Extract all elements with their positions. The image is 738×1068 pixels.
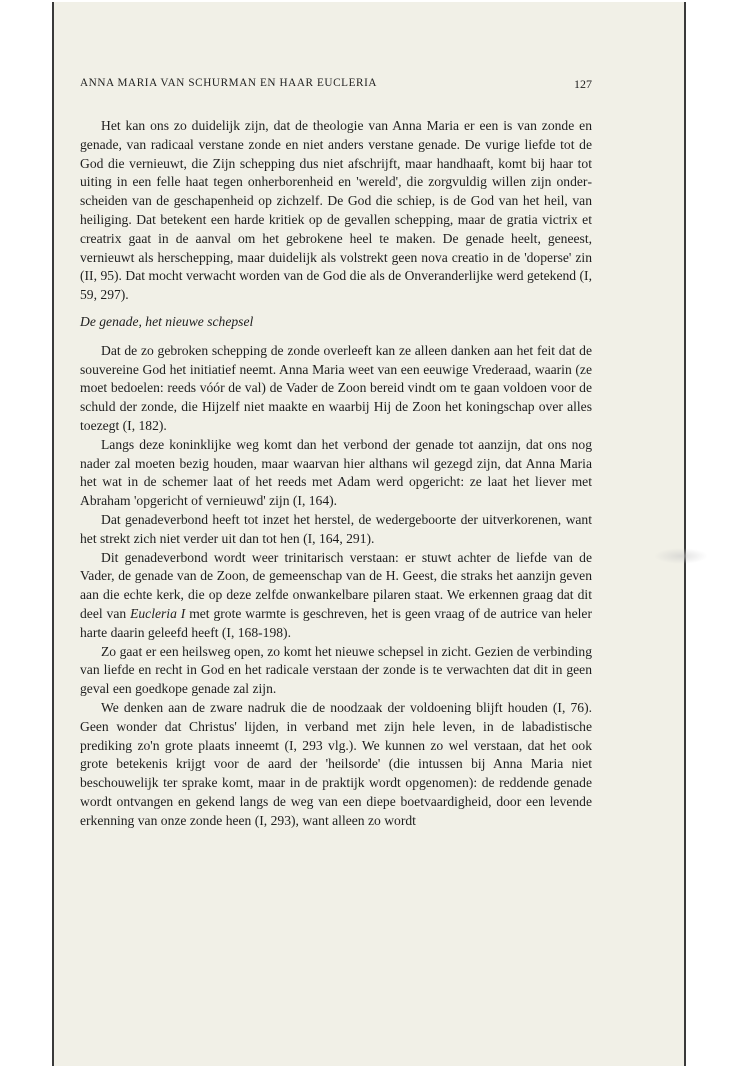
- paragraph-vrederaad: Dat de zo gebroken schepping de zonde overleeft kan ze alleen danken aan het feit dat de souvereine God het initiatief neemt. Anna Maria weet van een eeuwige Vrederaad, waarin (ze moet bedoelen: reeds vóór de val) de Vader de Zoon bereid vindt om te gaan voldoen voor de schuld der zonde, die Hijzelf niet maakte en waarbij Hij de Zoon het koningschap over alles toezegt (I, 182).: [80, 342, 592, 433]
- page-header: [80, 77, 592, 97]
- paragraph-inzet: Dat genadeverbond heeft tot inzet het herstel, de wedergeboorte der uitverkorenen, want het strekt zich niet verder uit dan tot hen (I, 164, 291).: [80, 511, 592, 546]
- paragraph-heilsweg: Zo gaat er een heilsweg open, zo komt het nieuwe schepsel in zicht. Gezien de verbinding van liefde en recht in God en het radicale verstaan der zonde is te verwachten dat dit in geen geval een goedkope genade zal zijn.: [80, 643, 592, 697]
- paragraph-verbond: Langs deze koninklijke weg komt dan het verbond der genade tot aanzijn, dat ons nog nader zal moeten bezig houden, maar waarvan hier althans wil gezegd zijn, dat Anna Maria het wat in de schemer laat of het reeds met Adam werd opgericht: ze laat het liever met Abraham 'opgericht of vernieuwd' zijn (I, 164).: [80, 436, 592, 509]
- trinity-text-before: Dit genadeverbond wordt weer trinitarisch verstaan: er stuwt achter de liefde van de Vader, de genade van de Zoon, de gemeenschap van de H. Geest, die straks het aanzijn geven aan die echte kerk, die op deze zelfde onwankelbare pilaren staat. We erkennen graag dat dit deel van: [80, 549, 592, 621]
- paper-stain: [654, 548, 708, 564]
- section-heading: De genade, het nieuwe schepsel: [80, 313, 254, 329]
- paragraph-voldoening: We denken aan de zware nadruk die de noodzaak der voldoening blijft houden (I, 76). Geen wonder dat Christus' lijden, in verband met zijn hele leven, in de labadistische prediking zo'n grote plaats inneemt (I, 293 vlg.). We kunnen zo wel verstaan, dat het ook grote betekenis krijgt voor de aard der 'heilsorde' (die intussen bij Anna Maria niet beschouwelijk ter sprake komt, maar in de praktijk wordt opgenomen): de reddende genade wordt ontvangen en gekend langs de weg van een diepe boetvaardigheid, door een levende erkenning van onze zonde heen (I, 293), want alleen zo wordt: [80, 699, 592, 828]
- page-body: [80, 117, 592, 830]
- paragraph-trinitarisch: [80, 549, 592, 643]
- running-title: ANNA MARIA VAN SCHURMAN EN HAAR EUCLERIA: [80, 77, 378, 89]
- book-title-eucleria: Eucleria I: [130, 605, 186, 621]
- paragraph-intro: Het kan ons zo duidelijk zijn, dat de theologie van Anna Maria er een is van zonde en genade, van radicaal verstane zonde en niet anders verstane genade. De vurige liefde tot de God die vernieuwt, die Zijn schepping dus niet afschrijft, maar handhaaft, komt bij haar tot uiting in een felle haat tegen onherborenheid en 'wereld', die zorgvuldig willen zijn onderscheiden van de geschapenheid op zichzelf. De God die schiep, is de God van het heil, van heiliging. Dat betekent een harde kritiek op de gevallen schepping, maar de gratia victrix et creatrix gaat in de aanval om het gebrokene heel te maken. De genade heelt, geneest, vernieuwt als herschepping, maar duidelijk als volstrekt geen nova creatio in de 'doperse' zin (II, 95). Dat mocht verwacht worden van de God die als de Onveranderlijke werd getekend (I, 59, 297).: [80, 118, 592, 303]
- page-number: 127: [574, 77, 592, 91]
- trinity-text-after: met grote warmte is geschreven, het is geen vraag of de autrice van heler harte daarin geleefd heeft (I, 168-198).: [80, 605, 592, 640]
